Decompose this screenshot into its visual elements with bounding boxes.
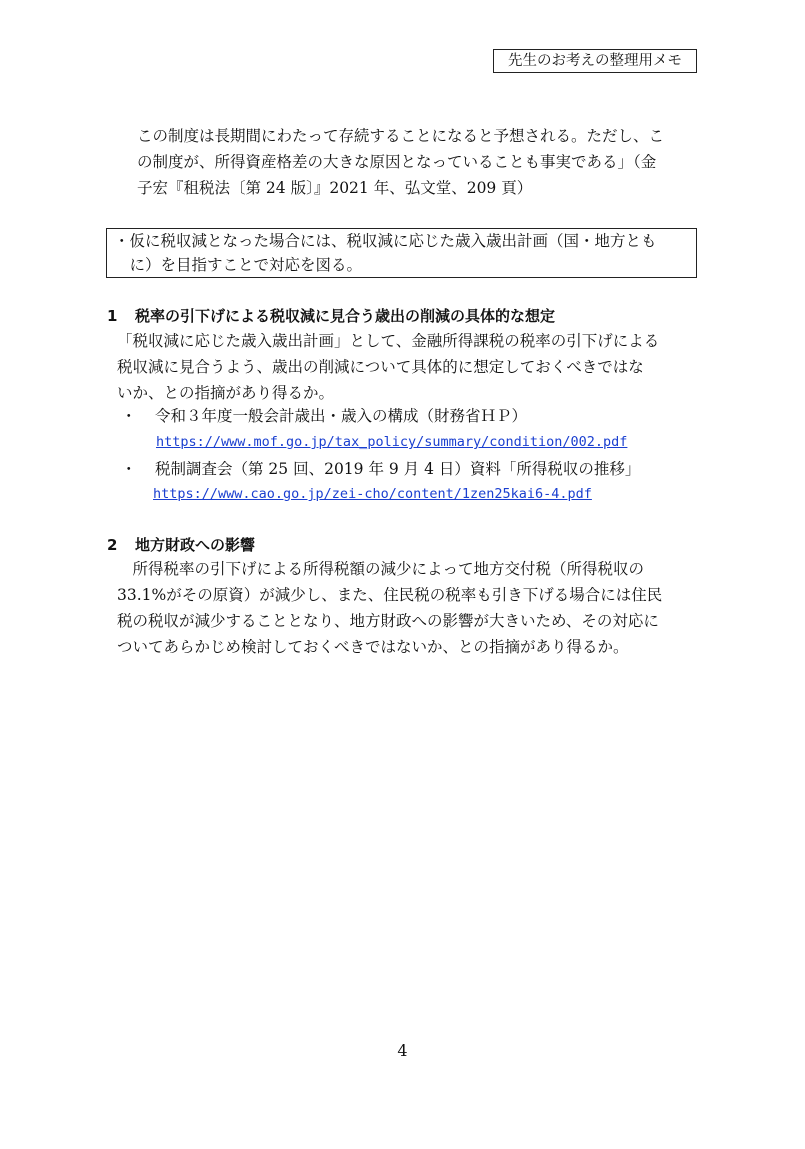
- paragraph-line: いか、との指摘があり得るか。: [117, 384, 335, 402]
- paragraph-line: 税収減に見合うよう、歳出の削減について具体的に想定しておくべきではな: [117, 358, 644, 376]
- reference-item: [121, 456, 640, 482]
- memo-tag: 先生のお考えの整理用メモ: [493, 49, 697, 73]
- quote-line: の制度が、所得資産格差の大きな原因となっていることも事実である」（金: [137, 153, 657, 171]
- note-line: ・仮に税収減となった場合には、税収減に応じた歳入歳出計画（国・地方とも: [114, 232, 657, 250]
- section-number: 2: [107, 536, 118, 554]
- paragraph-line: 33.1%がその原資）が減少し、また、住民税の税率も引き下げる場合には住民: [117, 586, 663, 604]
- paragraph-line: 税の税収が減少することとなり、地方財政への影響が大きいため、その対応に: [117, 612, 659, 630]
- section-2-paragraph: [117, 556, 702, 660]
- reference-item: [121, 403, 527, 429]
- note-box: [106, 228, 697, 278]
- section-number: 1: [107, 307, 118, 325]
- reference-title: 令和３年度一般会計歳出・歳入の構成（財務省ＨＰ）: [155, 407, 528, 425]
- section-1-heading: [107, 305, 555, 326]
- bullet-marker: ・: [121, 460, 137, 478]
- reference-link[interactable]: https://www.mof.go.jp/tax_policy/summary/condition/002.pdf: [156, 434, 628, 450]
- paragraph-line: ついてあらかじめ検討しておくべきではないか、との指摘があり得るか。: [117, 638, 629, 656]
- quote-line: 子宏『租税法〔第 24 版〕』2021 年、弘文堂、209 頁）: [137, 179, 533, 197]
- reference-link[interactable]: https://www.cao.go.jp/zei-cho/content/1zen25kai6-4.pdf: [153, 486, 592, 502]
- paragraph-line: 「税収減に応じた歳入歳出計画」として、金融所得課税の税率の引下げによる: [117, 332, 660, 350]
- quote-line: この制度は長期間にわたって存続することになると予想される。ただし、こ: [137, 127, 665, 145]
- section-1-paragraph: [117, 328, 702, 406]
- note-line: に）を目指すことで対応を図る。: [114, 256, 363, 274]
- page-number: 4: [397, 1041, 408, 1060]
- section-2-heading: [107, 534, 255, 555]
- bullet-marker: ・: [121, 407, 137, 425]
- quote-paragraph: [137, 123, 707, 201]
- reference-title: 税制調査会（第 25 回、2019 年 9 月 4 日）資料「所得税収の推移」: [155, 460, 641, 478]
- section-title: 地方財政への影響: [135, 536, 256, 554]
- paragraph-line: 所得税率の引下げによる所得税額の減少によって地方交付税（所得税収の: [117, 560, 645, 578]
- section-title: 税率の引下げによる税収減に見合う歳出の削減の具体的な想定: [135, 307, 556, 325]
